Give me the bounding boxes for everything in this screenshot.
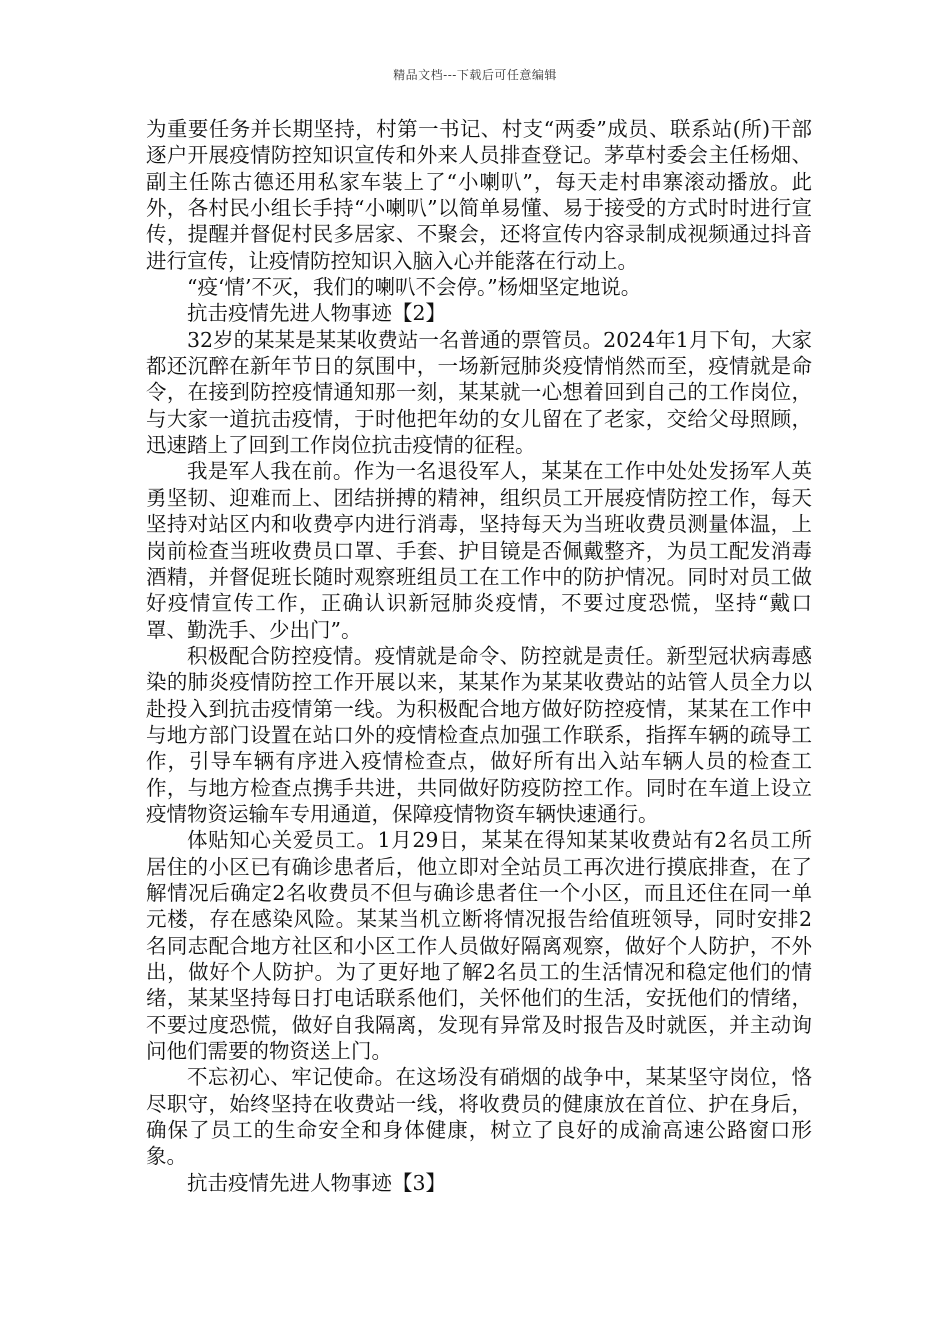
paragraph-soldier: 我是军人我在前。作为一名退役军人，某某在工作中处处发扬军人英勇坚韧、迎难而上、团结拼搏的精神，组织员工开展疫情防控工作，每天坚持对站区内和收费亭内进行消毒，坚持每天为当班收费员测量体温，上岗前检查当班收费员口罩、手套、护目镜是否佩戴整齐，为员工配发消毒酒精，并督促班长随时观察班组员工在工作中的防护情况。同时对员工做好疫情宣传工作，正确认识新冠肺炎疫情，不要过度恐慌，坚持“戴口罩、勤洗手、少出门”。 (146, 459, 812, 642)
paragraph-cooperate: 积极配合防控疫情。疫情就是命令、防控就是责任。新型冠状病毒感染的肺炎疫情防控工作开展以来，某某作为某某收费站的站管人员全力以赴投入到抗击疫情第一线。为积极配合地方做好防控疫情，某某在工作中与地方部门设置在站口外的疫情检查点加强工作联系，指挥车辆的疏导工作，引导车辆有序进入疫情检查点，做好所有出入站车辆人员的检查工作，与地方检查点携手共进，共同做好防疫防控工作。同时在车道上设立疫情物资运输车专用通道，保障疫情物资车辆快速通行。 (146, 643, 812, 826)
paragraph-continuation: 为重要任务并长期坚持，村第一书记、村支“两委”成员、联系站(所)干部逐户开展疫情防控知识宣传和外来人员排查登记。茅草村委会主任杨畑、副主任陈古德还用私家车装上了“小喇叭”，每天走村串寨滚动播放。此外，各村民小组长手持“小喇叭”以简单易懂、易于接受的方式时时进行宣传，提醒并督促村民多居家、不聚会，还将宣传内容录制成视频通过抖音进行宣传，让疫情防控知识入脑入心并能落在行动上。 (146, 117, 812, 273)
paragraph-intro: 32岁的某某是某某收费站一名普通的票管员。2024年1月下旬，大家都还沉醉在新年节日的氛围中，一场新冠肺炎疫情悄然而至，疫情就是命令，在接到防控疫情通知那一刻，某某就一心想着回到自己的工作岗位，与大家一道抗击疫情，于时他把年幼的女儿留在了老家，交给父母照顾，迅速踏上了回到工作岗位抗击疫情的征程。 (146, 327, 812, 458)
document-body (146, 116, 812, 1196)
paragraph-care: 体贴知心关爱员工。1月29日，某某在得知某某收费站有2名员工所居住的小区已有确诊患者后，他立即对全站员工再次进行摸底排查，在了解情况后确定2名收费员不但与确诊患者住一个小区，而且还住在同一单元楼，存在感染风险。某某当机立断将情况报告给值班领导，同时安排2名同志配合地方社区和小区工作人员做好隔离观察，做好个人防护，不外出，做好个人防护。为了更好地了解2名员工的生活情况和稳定他们的情绪，某某坚持每日打电话联系他们，关怀他们的生活，安抚他们的情绪，不要过度恐慌，做好自我隔离，发现有异常及时报告及时就医，并主动询问他们需要的物资送上门。 (146, 828, 812, 1064)
paragraph-quote: “疫‘情’不灭，我们的喇叭不会停。”杨畑坚定地说。 (187, 275, 642, 300)
section-heading-2: 抗击疫情先进人物事迹【2】 (187, 301, 447, 326)
page-header: 精品文档---下载后可任意编辑 (393, 68, 557, 82)
paragraph-mission: 不忘初心、牢记使命。在这场没有硝烟的战争中，某某坚守岗位，恪尽职守，始终坚持在收费站一线，将收费员的健康放在首位、护在身后，确保了员工的生命安全和身体健康，树立了良好的成渝高速公路窗口形象。 (146, 1065, 812, 1169)
section-heading-3: 抗击疫情先进人物事迹【3】 (187, 1170, 447, 1195)
